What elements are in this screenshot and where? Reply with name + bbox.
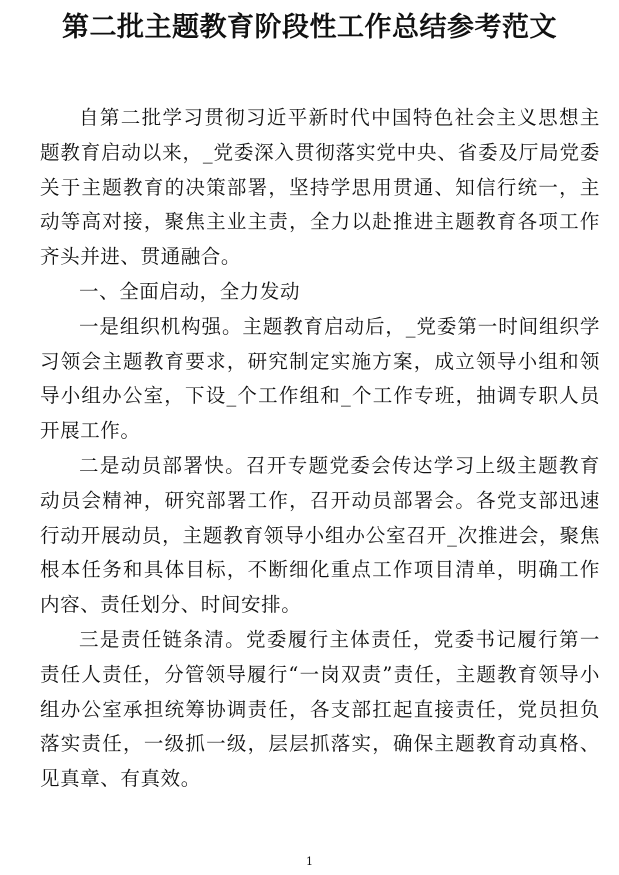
paragraph-organization: 一是组织机构强。主题教育启动后，_党委第一时间组织学习领会主题教育要求，研究制定实施方案，成立领导小组和领导小组办公室，下设_个工作组和_个工作专班，抽调专职人员开展工作。 bbox=[40, 314, 600, 443]
page-number: 1 bbox=[306, 855, 313, 868]
intro-paragraph: 自第二批学习贯彻习近平新时代中国特色社会主义思想主题教育启动以来，_党委深入贯彻落实党中央、省委及厅局党委关于主题教育的决策部署，坚持学思用贯通、知信行统一，主动等高对接，聚焦主业主责，全力以赴推进主题教育各项工作齐头并进、贯通融合。 bbox=[40, 106, 600, 269]
paragraph-mobilization: 二是动员部署快。召开专题党委会传达学习上级主题教育动员会精神，研究部署工作，召开动员部署会。各党支部迅速行动开展动员，主题教育领导小组办公室召开_次推进会，聚焦根本任务和具体目标，不断细化重点工作项目清单，明确工作内容、责任划分、时间安排。 bbox=[40, 453, 600, 617]
document-title: 第二批主题教育阶段性工作总结参考范文 bbox=[62, 12, 557, 43]
paragraph-responsibility: 三是责任链条清。党委履行主体责任，党委书记履行第一责任人责任，分管领导履行“一岗双责”责任，主题教育领导小组办公室承担统筹协调责任，各支部扛起直接责任，党员担负落实责任，一级抓一级，层层抓落实，确保主题教育动真格、见真章、有真效。 bbox=[40, 627, 600, 791]
document-body bbox=[40, 101, 600, 797]
section-heading: 一、全面启动，全力发动 bbox=[79, 279, 301, 303]
